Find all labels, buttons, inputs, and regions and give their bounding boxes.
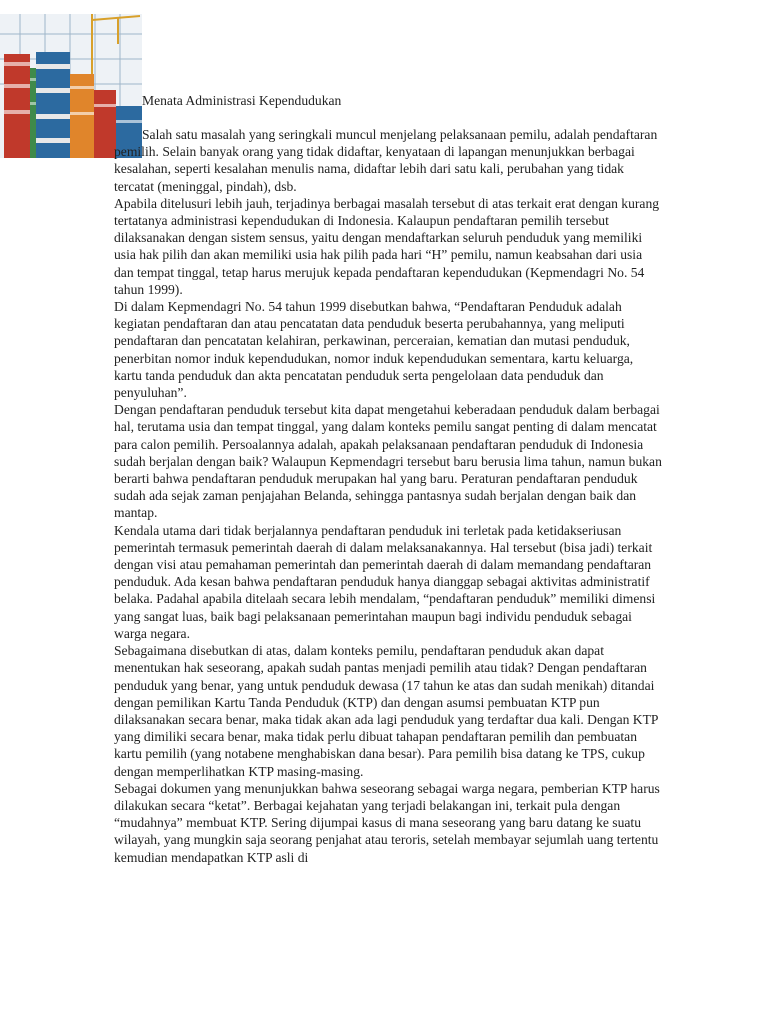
paragraph: Kendala utama dari tidak berjalannya pendaftaran penduduk ini terletak pada ketidakseriusan pemerintah termasuk pemerintah daerah di dalam melaksanakannya. Hal tersebut (bisa jadi) terkait dengan visi atau pemahaman pemerintah dan pemerintah daerah di dalam memandang pendaftaran penduduk. Ada kesan bahwa pendaftaran penduduk hanya dianggap sebagai aktivitas administratif belaka. Padahal apabila ditelaah secara lebih mendalam, “pendaftaran penduduk” memiliki dimensi yang sangat luas, baik bagi pelaksanaan pemerintahan maupun bagi individu penduduk sebagai warga negara. [114,522,656,641]
document-title: Menata Administrasi Kependudukan [142,93,342,108]
paragraph: Salah satu masalah yang seringkali muncul menjelang pelaksanaan pemilu, adalah pendaftaran pemilih. Selain banyak orang yang tidak didaftar, kenyataan di lapangan menunjukkan berbagai kesalahan, seperti kesalahan menulis nama, didaftar lebih dari satu kali, perubahan yang tidak tercatat (meninggal, pindah), dsb. [114,127,658,194]
document-body [114,126,662,866]
paragraph: Apabila ditelusuri lebih jauh, terjadinya berbagai masalah tersebut di atas terkait erat dengan kurang tertatanya administrasi kependudukan di Indonesia. Kalaupun pendaftaran pemilih tersebut dilaksanakan dengan sistem sensus, yaitu dengan mendaftarkan seluruh penduduk yang memiliki usia hak pilih dan akan memiliki usia hak pilih pada hari “H” pemilu, namun keabsahan dari usia dan tempat tinggal, tetap harus merujuk kepada pendaftaran kependudukan (Kepmendagri No. 54 tahun 1999). [114,195,660,297]
paragraph: Sebagaimana disebutkan di atas, dalam konteks pemilu, pendaftaran penduduk akan dapat menentukan hak seseorang, apakah sudah pantas menjadi pemilih atau tidak? Dengan pendaftaran penduduk yang benar, yang untuk penduduk dewasa (17 tahun ke atas dan sudah menikah) ditandai dengan pemilikan Kartu Tanda Penduduk (KTP) dan dengan asumsi pembuatan KTP pun dilaksanakan secara benar, maka tidak akan ada lagi penduduk yang terdaftar dua kali. Dengan KTP yang dimiliki secara benar, maka tidak perlu dibuat tahapan pendaftaran pemilih dan pembuatan kartu pemilih (yang notabene menghabiskan dana besar). Para pemilih bisa datang ke TPS, cukup dengan memperlihatkan KTP masing-masing. [114,643,658,779]
paragraph: Sebagai dokumen yang menunjukkan bahwa seseorang sebagai warga negara, pemberian KTP harus dilakukan secara “ketat”. Berbagai kejahatan yang terjadi belakangan ini, terkait pula dengan “mudahnya” membuat KTP. Sering dijumpai kasus di mana seseorang yang baru datang ke suatu wilayah, yang mungkin saja seorang penjahat atau teroris, setelah membayar sejumlah uang tertentu kemudian mendapatkan KTP asli di [114,780,660,865]
paragraph: Di dalam Kepmendagri No. 54 tahun 1999 disebutkan bahwa, “Pendaftaran Penduduk adalah kegiatan pendaftaran dan atau pencatatan data penduduk beserta perubahannya, yang meliputi pendaftaran dan pencatatan kelahiran, perkawinan, perceraian, kematian dan mutasi penduduk, penerbitan nomor induk kependudukan, nomor induk kependudukan sementara, kartu keluarga, kartu tanda penduduk dan akta pencatatan penduduk serta pengelolaan data penduduk dan penyuluhan”. [114,299,634,401]
paragraph: Dengan pendaftaran penduduk tersebut kita dapat mengetahui keberadaan penduduk dalam berbagai hal, terutama usia dan tempat tinggal, yang dalam konteks pemilu sangat penting di dalam mencatat para calon pemilih. Persoalannya adalah, apakah pelaksanaan pendaftaran penduduk di Indonesia sudah berjalan dengan baik? Walaupun Kepmendagri tersebut baru berusia lima tahun, namun bukan berarti bahwa pendaftaran penduduk merupakan hal yang baru. Peraturan pendaftaran penduduk sudah ada sejak zaman penjajahan Belanda, sehingga pantasnya sudah berjalan dengan baik dan mantap. [114,402,662,521]
